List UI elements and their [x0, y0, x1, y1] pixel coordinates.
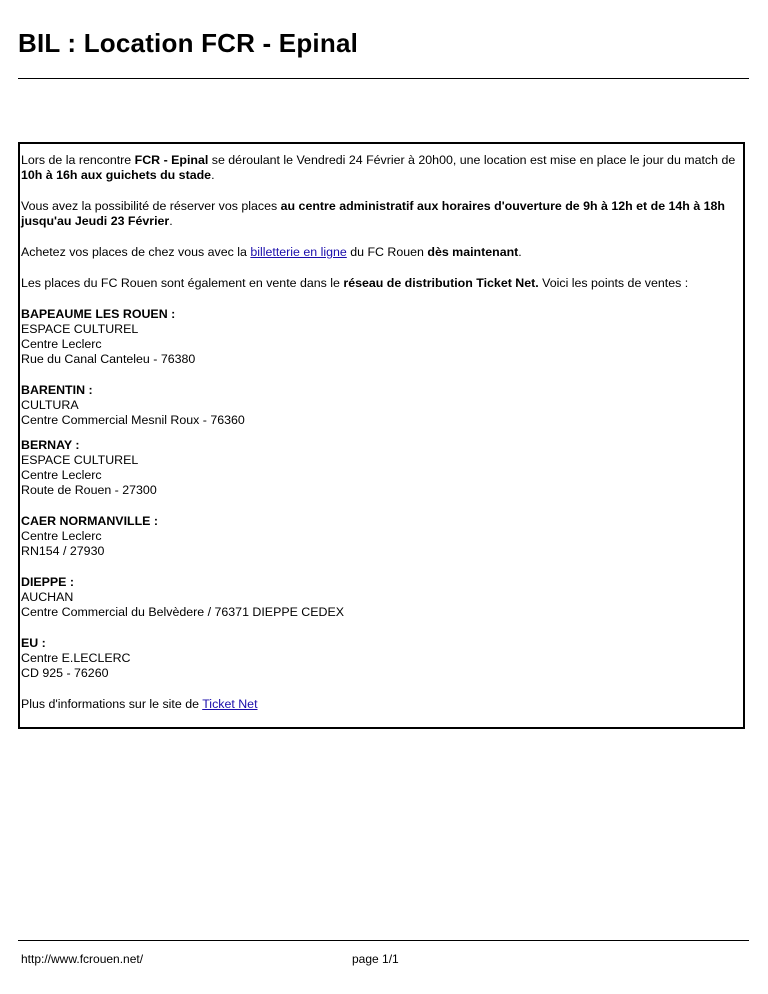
location-address-line: RN154 / 27930	[21, 544, 105, 558]
location-city: BARENTIN :	[21, 383, 93, 397]
ticket-net-link[interactable]: Ticket Net	[202, 697, 258, 711]
reservation-paragraph: Vous avez la possibilité de réserver vos places au centre administratif aux horaires d'ouverture de 9h à 12h et de 14h à 18h jusqu'au Jeudi 23 Février.	[21, 199, 726, 228]
online-paragraph: Achetez vos places de chez vous avec la billetterie en ligne du FC Rouen dès maintenant.	[21, 245, 522, 259]
more-info-paragraph: Plus d'informations sur le site de Ticket Net	[21, 697, 258, 711]
location-list	[21, 307, 745, 697]
location-address-line: Centre Leclerc	[21, 529, 102, 543]
location-address-line: Rue du Canal Canteleu - 76380	[21, 352, 196, 366]
location-city: DIEPPE :	[21, 575, 75, 589]
location-address-line: CD 925 - 76260	[21, 666, 109, 680]
location-address-line: Centre Leclerc	[21, 468, 102, 482]
location-address-line: Centre Commercial du Belvèdere / 76371 DIEPPE CEDEX	[21, 605, 344, 619]
location-entry	[21, 575, 745, 620]
article-body	[21, 153, 745, 712]
location-city: CAER NORMANVILLE :	[21, 514, 158, 528]
location-address-line: AUCHAN	[21, 590, 74, 604]
online-ticketing-link[interactable]: billetterie en ligne	[250, 245, 347, 259]
page-title: BIL : Location FCR - Epinal	[18, 28, 359, 58]
location-address-line: Route de Rouen - 27300	[21, 483, 157, 497]
location-entry	[21, 307, 745, 367]
header-divider	[18, 78, 749, 79]
location-entry	[21, 438, 745, 498]
location-address-line: CULTURA	[21, 398, 79, 412]
footer-url: http://www.fcrouen.net/	[21, 952, 144, 966]
location-address-line: Centre Commercial Mesnil Roux - 76360	[21, 413, 245, 427]
location-entry	[21, 636, 745, 681]
location-city: EU :	[21, 636, 46, 650]
footer-divider	[18, 940, 749, 941]
location-entry	[21, 514, 745, 559]
location-address-line: ESPACE CULTUREL	[21, 322, 139, 336]
intro-paragraph: Lors de la rencontre FCR - Epinal se déroulant le Vendredi 24 Février à 20h00, une location est mise en place le jour du match de 10h à 16h aux guichets du stade.	[21, 153, 736, 182]
location-city: BAPEAUME LES ROUEN :	[21, 307, 176, 321]
network-paragraph: Les places du FC Rouen sont également en vente dans le réseau de distribution Ticket Net. Voici les points de ventes :	[21, 276, 689, 290]
page-number: page 1/1	[352, 952, 399, 966]
location-address-line: Centre Leclerc	[21, 337, 102, 351]
location-city: BERNAY :	[21, 438, 80, 452]
location-address-line: Centre E.LECLERC	[21, 651, 131, 665]
location-address-line: ESPACE CULTUREL	[21, 453, 139, 467]
location-entry	[21, 383, 745, 428]
